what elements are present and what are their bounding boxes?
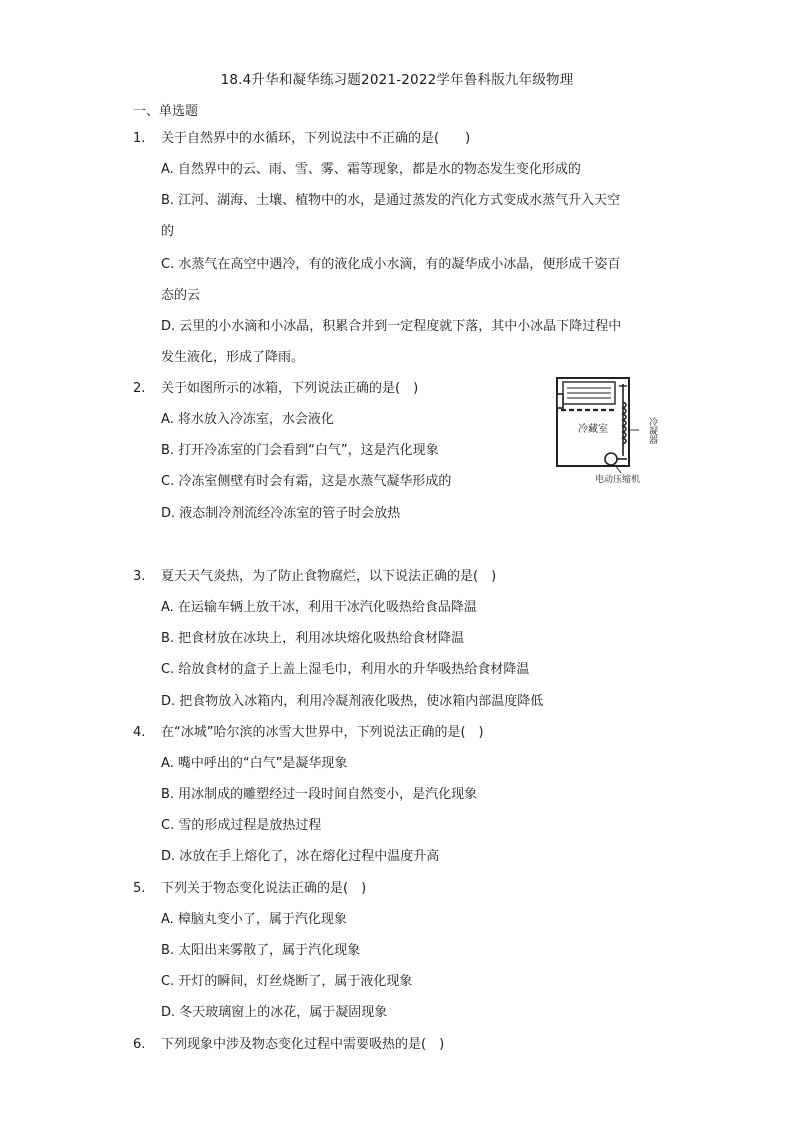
option-line: B. 太阳出来雾散了，属于汽化现象 — [161, 943, 361, 958]
question-stem: 下列关于物态变化说法正确的是( ) — [161, 881, 367, 896]
option-line: C. 雪的形成过程是放热过程 — [161, 818, 322, 833]
option-line: A. 樟脑丸变小了，属于汽化现象 — [161, 912, 347, 927]
option-line: B. 打开冷冻室的门会看到“白气”，这是汽化现象 — [161, 443, 439, 458]
option-line: B. 把食材放在冰块上，利用冰块熔化吸热给食材降温 — [161, 631, 465, 646]
question-stem: 关于如图所示的冰箱，下列说法正确的是( ) — [161, 381, 419, 396]
option-line: B. 江河、湖海、土壤、植物中的水，是通过蒸发的汽化方式变成水蒸气升入天空 — [161, 193, 621, 208]
option-line: A. 在运输车辆上放干冰，利用干冰汽化吸热给食品降温 — [161, 600, 477, 615]
question-stem: 夏天天气炎热，为了防止食物腐烂，以下说法正确的是( ) — [161, 569, 497, 584]
condenser-label: 冷凝器 — [647, 417, 657, 444]
option-line: C. 冷冻室侧壁有时会有霜，这是水蒸气凝华形成的 — [161, 474, 452, 489]
refrigerator-diagram — [553, 372, 663, 487]
option-line: C. 给放食材的盒子上盖上湿毛巾，利用水的升华吸热给食材降温 — [161, 662, 530, 677]
option-line: D. 云里的小水滴和小冰晶，积累合并到一定程度就下落，其中小冰晶下降过程中 — [161, 319, 622, 334]
option-line: A. 嘴中呼出的“白气”是凝华现象 — [161, 756, 348, 771]
compressor-label: 电动压缩机 — [595, 475, 641, 485]
option-line: D. 把食物放入冰箱内，利用冷凝剂液化吸热，使冰箱内部温度降低 — [161, 694, 544, 709]
option-line: D. 液态制冷剂流经冷冻室的管子时会放热 — [161, 506, 401, 521]
question-number: 6. — [133, 1037, 146, 1052]
question-number: 2. — [133, 381, 146, 396]
question-number: 3. — [133, 569, 146, 584]
option-line: 态的云 — [161, 288, 201, 303]
option-line: B. 用冰制成的雕塑经过一段时间自然变小，是汽化现象 — [161, 787, 478, 802]
room-label: 冷藏室 — [578, 424, 608, 435]
section-heading: 一、单选题 — [133, 104, 199, 119]
document-title: 18.4升华和凝华练习题2021-2022学年鲁科版九年级物理 — [220, 72, 574, 88]
question-number: 1. — [133, 131, 146, 146]
question-number: 4. — [133, 725, 146, 740]
option-line: 发生液化，形成了降雨。 — [161, 350, 305, 365]
question-stem: 下列现象中涉及物态变化过程中需要吸热的是( ) — [161, 1037, 445, 1052]
question-stem: 关于自然界中的水循环，下列说法中不正确的是( ) — [161, 131, 471, 146]
option-line: C. 水蒸气在高空中遇冷，有的液化成小水滴，有的凝华成小冰晶，便形成千姿百 — [161, 257, 621, 272]
option-line: 的 — [161, 224, 175, 239]
question-number: 5. — [133, 881, 146, 896]
option-line: C. 开灯的瞬间，灯丝烧断了，属于液化现象 — [161, 974, 413, 989]
question-stem: 在“冰城”哈尔滨的冰雪大世界中，下列说法正确的是( ) — [161, 725, 484, 740]
option-line: D. 冰放在手上熔化了，冰在熔化过程中温度升高 — [161, 849, 440, 864]
option-line: A. 自然界中的云、雨、雪、雾、霜等现象，都是水的物态发生变化形成的 — [161, 162, 581, 177]
option-line: D. 冬天玻璃窗上的冰花，属于凝固现象 — [161, 1005, 388, 1020]
option-line: A. 将水放入冷冻室，水会液化 — [161, 412, 334, 427]
